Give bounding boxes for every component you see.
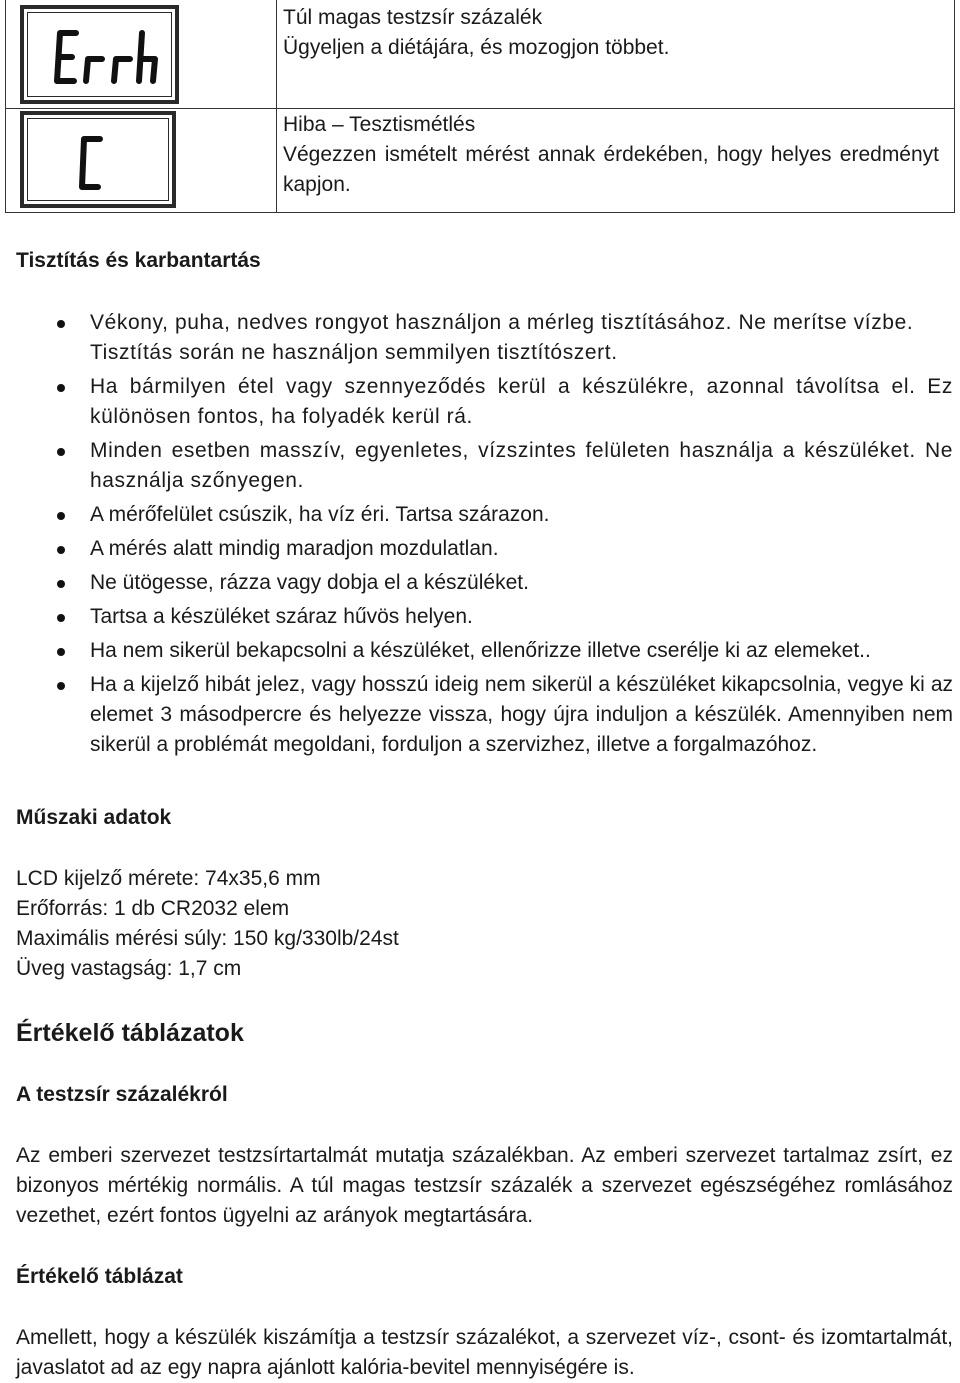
list-item: Tartsa a készüléket száraz hűvös helyen. [0, 602, 953, 632]
row-c-title: Hiba – Tesztismétlés [283, 113, 476, 136]
bullet-icon [57, 512, 65, 520]
row-errh-advice: Ügyeljen a diétájára, és mozogjon többet. [283, 36, 670, 59]
list-item: A mérés alatt mindig maradjon mozdulatlan. [0, 534, 953, 564]
spec-item: LCD kijelző mérete: 74x35,6 mm [16, 867, 321, 890]
spec-item: Erőforrás: 1 db CR2032 elem [16, 897, 290, 920]
list-item: Ne ütögesse, rázza vagy dobja el a készüléket. [0, 568, 953, 598]
lcd-errh-icon [20, 5, 179, 104]
row-c-text [283, 110, 939, 200]
evaluation-heading: Értékelő táblázatok [16, 1019, 244, 1047]
specs-heading: Műszaki adatok [16, 806, 172, 829]
bullet-icon [57, 320, 65, 328]
bullet-icon [57, 614, 65, 622]
table-paragraph: Amellett, hogy a készülék kiszámítja a testzsír százalékot, a szervezet víz-, csont- és izomtartalmát, javaslatot ad az egy napra ajánlott kalória-bevitel mennyiségére is. [16, 1326, 953, 1379]
list-item: Ha bármilyen étel vagy szennyeződés kerül a készülékre, azonnal távolítsa el. Ez különösen fontos, ha folyadék kerül rá. [0, 372, 953, 432]
row-c-advice: Végezzen ismételt mérést annak érdekében, hogy helyes eredményt kapjon. [283, 143, 939, 196]
fat-heading: A testzsír százalékról [16, 1083, 228, 1106]
spec-item: Maximális mérési súly: 150 kg/330lb/24st [16, 927, 399, 950]
list-item: Ha nem sikerül bekapcsolni a készüléket, ellenőrizze illetve cserélje ki az elemeket.. [0, 636, 953, 666]
table-divider-vertical [276, 0, 277, 212]
list-item: Ha a kijelző hibát jelez, vagy hosszú ideig nem sikerül a készüléket kikapcsolnia, vegye ki az elemet 3 másodpercre és helyezze vissza, hogy újra induljon a készülék. Amennyiben nem sikerül a problémát megoldani, forduljon a szervizhez, illetve a forgalmazóhoz. [0, 670, 953, 760]
bullet-icon [57, 580, 65, 588]
bullet-icon [57, 546, 65, 554]
row-errh-title: Túl magas testzsír százalék [283, 6, 543, 29]
list-item: Vékony, puha, nedves rongyot használjon a mérleg tisztításához. Ne merítse vízbe. Tisztítás során ne használjon semmilyen tisztítószert. [0, 308, 953, 368]
cleaning-heading: Tisztítás és karbantartás [16, 249, 261, 272]
cleaning-list [0, 308, 960, 764]
specs-list [16, 864, 399, 984]
table-heading: Értékelő táblázat [16, 1265, 183, 1288]
row-errh-text [283, 3, 939, 63]
bullet-icon [57, 648, 65, 656]
lcd-c-icon [20, 111, 176, 208]
bullet-icon [57, 448, 65, 456]
spec-item: Üveg vastagság: 1,7 cm [16, 957, 242, 980]
bullet-icon [57, 384, 65, 392]
list-item: A mérőfelület csúszik, ha víz éri. Tartsa szárazon. [0, 500, 953, 530]
list-item: Minden esetben masszív, egyenletes, vízszintes felületen használja a készüléket. Ne használja szőnyegen. [0, 436, 953, 496]
fat-paragraph: Az emberi szervezet testzsírtartalmát mutatja százalékban. Az emberi szervezet tartalmaz zsírt, ez bizonyos mértékig normális. A túl magas testzsír százalék a szervezet egészségéhez romlásához vezethet, ezért fontos ügyelni az arányok megtartására. [16, 1144, 953, 1227]
table-divider-horizontal [6, 108, 954, 109]
bullet-icon [57, 682, 65, 690]
